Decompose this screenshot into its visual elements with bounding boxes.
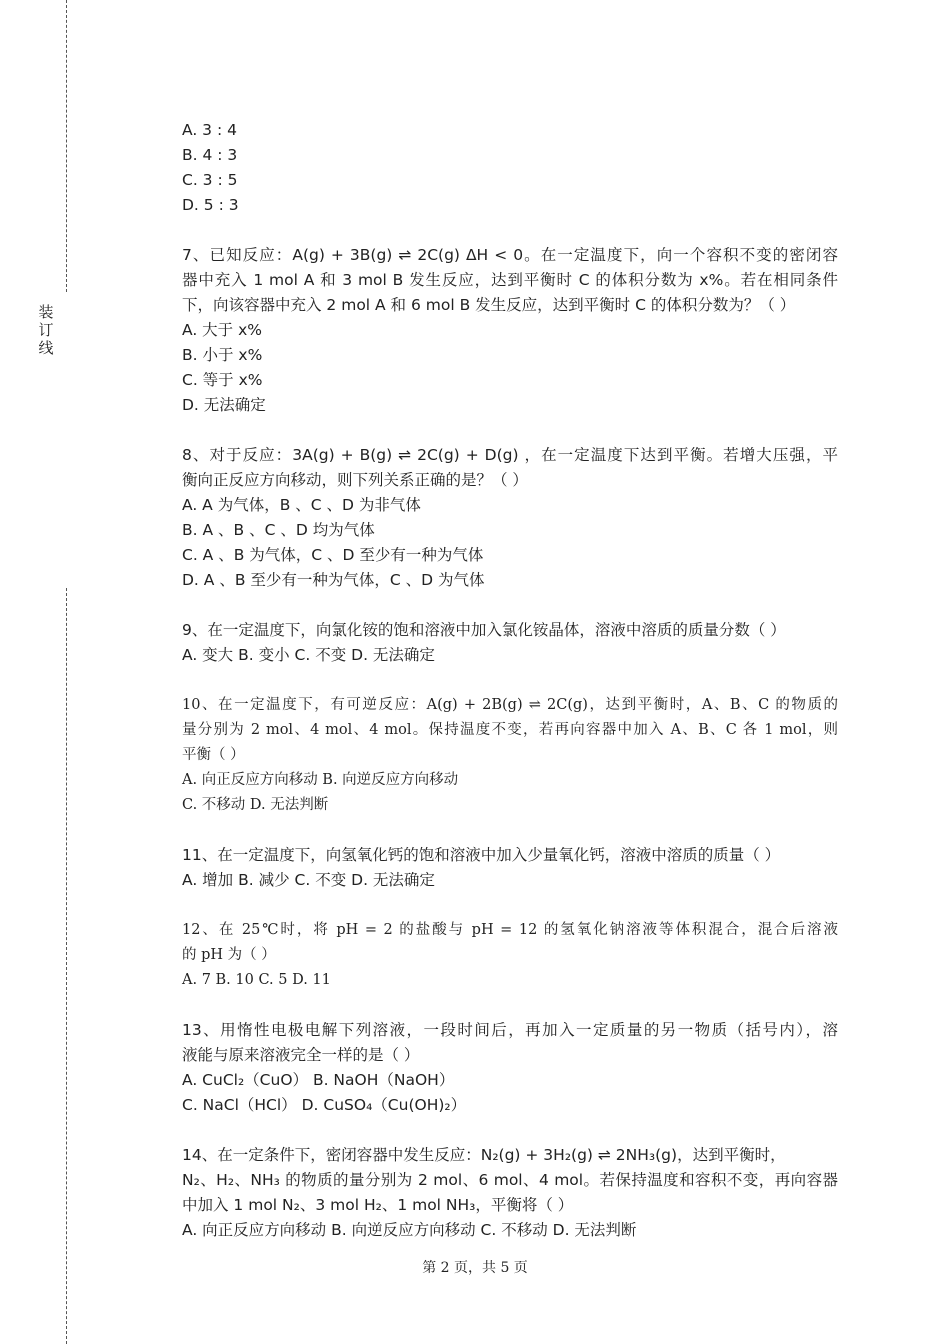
option-line: C. A 、B 为气体，C 、D 至少有一种为气体: [182, 546, 484, 564]
question-stem-line: 7、已知反应：A(g) + 3B(g) ⇌ 2C(g) ΔH < 0。在一定温度下，向一个容积不变的密闭容: [182, 246, 838, 264]
question-stem-line: 量分别为 2 mol、4 mol、4 mol。保持温度不变，若再向容器中加入 A、B、C 各 1 mol，则: [182, 722, 838, 738]
question-stem-line: 11、在一定温度下，向氢氧化钙的饱和溶液中加入少量氧化钙，溶液中溶质的质量（ ）: [182, 846, 781, 864]
binding-dashed-line-top: [66, 0, 67, 292]
option-line: C. NaCl（HCl） D. CuSO₄（Cu(OH)₂）: [182, 1096, 467, 1114]
binding-label: [37, 303, 55, 357]
question-11: [182, 843, 838, 893]
option-line: A. 变大 B. 变小 C. 不变 D. 无法确定: [182, 646, 435, 664]
option-line: C. 等于 x%: [182, 371, 263, 389]
option-line: A. 3 : 4: [182, 121, 237, 139]
binding-dashed-line-bottom: [66, 588, 67, 1344]
question-stem-line: N₂、H₂、NH₃ 的物质的量分别为 2 mol、6 mol、4 mol。若保持温度和容积不变，再向容器: [182, 1171, 838, 1189]
option-line: A. 增加 B. 减少 C. 不变 D. 无法确定: [182, 871, 435, 889]
question-6-options: [182, 118, 838, 218]
question-stem-line: 衡向正反应方向移动，则下列关系正确的是？（ ）: [182, 471, 528, 489]
option-line: A. CuCl₂（CuO） B. NaOH（NaOH）: [182, 1071, 455, 1089]
question-13: [182, 1018, 838, 1118]
question-stem-line: 液能与原来溶液完全一样的是（ ）: [182, 1046, 420, 1064]
binding-char: 线: [38, 339, 54, 357]
question-content: [182, 118, 838, 1243]
question-stem-line: 9、在一定温度下，向氯化铵的饱和溶液中加入氯化铵晶体，溶液中溶质的质量分数（ ）: [182, 621, 786, 639]
question-stem-line: 13、用惰性电极电解下列溶液，一段时间后，再加入一定质量的另一物质（括号内），溶: [182, 1021, 838, 1039]
option-line: B. A 、B 、C 、D 均为气体: [182, 521, 375, 539]
question-stem-line: 8、对于反应：3A(g) + B(g) ⇌ 2C(g) + D(g) ，在一定温度下达到平衡。若增大压强，平: [182, 446, 838, 464]
question-stem-line: 的 pH 为（ ）: [182, 947, 276, 963]
question-7: [182, 243, 838, 418]
option-line: A. 7 B. 10 C. 5 D. 11: [182, 972, 331, 988]
question-stem-line: 10、在一定温度下，有可逆反应：A(g) + 2B(g) ⇌ 2C(g)，达到平衡时，A、B、C 的物质的: [182, 697, 838, 713]
question-12: [182, 918, 838, 993]
option-line: A. 向正反应方向移动 B. 向逆反应方向移动 C. 不移动 D. 无法判断: [182, 1221, 637, 1239]
option-line: A. 大于 x%: [182, 321, 263, 339]
question-stem-line: 平衡（ ）: [182, 747, 245, 763]
question-8: [182, 443, 838, 593]
binding-char: 订: [38, 321, 54, 339]
option-line: A. A 为气体，B 、C 、D 为非气体: [182, 496, 421, 514]
option-line: A. 向正反应方向移动 B. 向逆反应方向移动: [182, 772, 459, 788]
question-stem-line: 器中充入 1 mol A 和 3 mol B 发生反应，达到平衡时 C 的体积分数为 x%。若在相同条件: [182, 271, 838, 289]
question-stem-line: 中加入 1 mol N₂、3 mol H₂、1 mol NH₃，平衡将（ ）: [182, 1196, 574, 1214]
question-stem-line: 14、在一定条件下，密闭容器中发生反应：N₂(g) + 3H₂(g) ⇌ 2NH₃(g)，达到平衡时，: [182, 1146, 786, 1164]
question-14: [182, 1143, 838, 1243]
option-line: D. 5 : 3: [182, 196, 239, 214]
option-line: C. 不移动 D. 无法判断: [182, 797, 329, 813]
binding-char: 装: [38, 303, 54, 321]
option-line: D. A 、B 至少有一种为气体，C 、D 为气体: [182, 571, 485, 589]
question-stem-line: 12、在 25℃时，将 pH = 2 的盐酸与 pH = 12 的氢氧化钠溶液等体积混合，混合后溶液: [182, 922, 838, 938]
question-10: [182, 693, 838, 818]
question-stem-line: 下，向该容器中充入 2 mol A 和 6 mol B 发生反应，达到平衡时 C 的体积分数为？（ ）: [182, 296, 796, 314]
question-9: [182, 618, 838, 668]
option-line: B. 4 : 3: [182, 146, 238, 164]
page-number: 第 2 页，共 5 页: [422, 1260, 528, 1276]
option-line: B. 小于 x%: [182, 346, 263, 364]
option-line: D. 无法确定: [182, 396, 266, 414]
option-line: C. 3 : 5: [182, 171, 238, 189]
